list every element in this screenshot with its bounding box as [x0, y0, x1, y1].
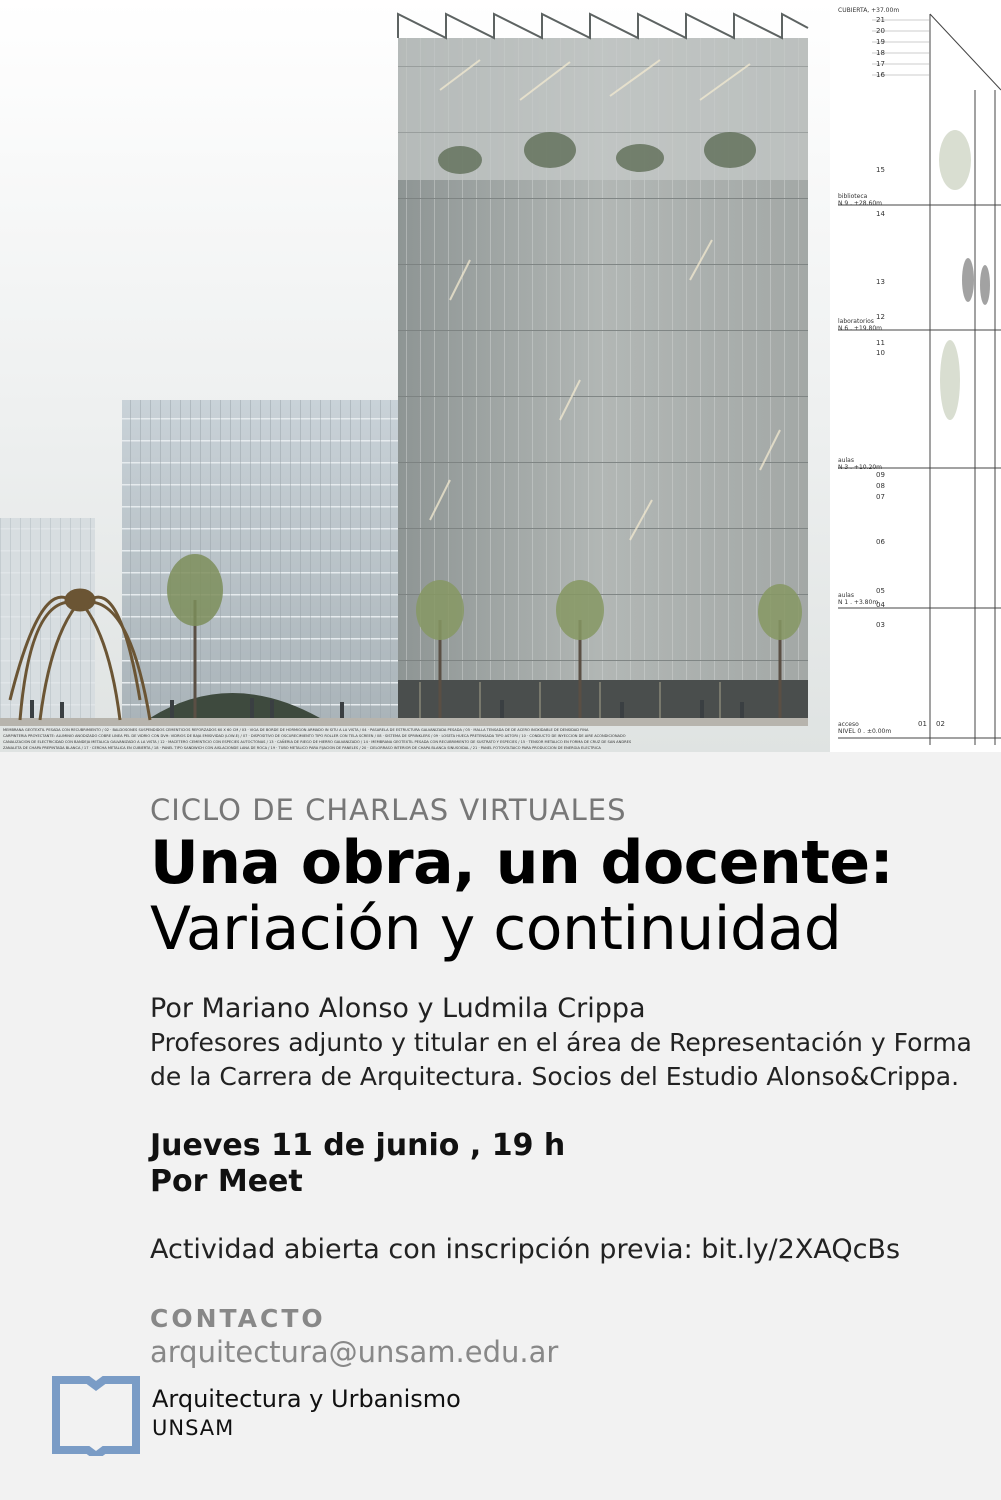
description-line: de la Carrera de Arquitectura. Socios del Estudio Alonso&Crippa. [150, 1062, 960, 1091]
description-line: Profesores adjunto y titular en el área de Representación y Forma [150, 1028, 972, 1057]
level-aulas: N 1 . +3.80m [838, 599, 879, 606]
level-number: 03 [876, 621, 885, 629]
series-label: CICLO DE CHARLAS VIRTUALES [150, 793, 627, 827]
level-number: 05 [876, 587, 885, 595]
level-number: 07 [876, 493, 885, 501]
level-number: 08 [876, 482, 885, 490]
caption-line: ZANALETA DE CHAPA PREPINTADA BLANCA / 17 · CERCHA METALICA EN CUBIERTA / 18 · PANEL TIPO SANDWICH CON AISLACIONDE LANA DE ROCA / 19 · TUBO METALICO PARA FIJACION DE PANELES / 20 · CIELORRASO INTERIOR DE CHAPA BLANCA SINUSOIDAL / 21 · PANEL FOTOVOLTAICO PARA PRODUCCION DE ENERGIA ELECTRICA [3, 746, 601, 750]
event-platform: Por Meet [150, 1164, 303, 1199]
caption-line: MEMBRANA GEOTEXTIL PESADA CON RECUBRIMIENTO / 02 · BALDOSONES SUSPENDIDOS CEMENTICIOS REFORZADOS 60 X 60 CM / 03 · VIGA DE BORDE DE HORMIGON ARMADO IN SITU A LA VISTA / 04 · PASARELA DE ESTRUCTURA GALVANIZADA PESADA / 05 · MALLA TENSADA DE DE ACERO INOXIDABLE DE DENSIDAD FINA [3, 728, 589, 732]
event-date: Jueves 11 de junio , 19 h [150, 1128, 566, 1163]
event-info [150, 790, 980, 1370]
caption-line: CANALIZACION DE ELECTRICIDAD CON BANDEJA METALICA GALVANIZADO A LA VISTA / 12 · MACETERO CEMENTICIO CON ESPECIES AUTOCTONAS / 13 · CAÑERIA DE RIEGO DE HIERRO GALVANIZADO / 14 · MEMBRANA GEOTEXTIL PESADA CON RECUBRIMIENTO DE SUSTRATO Y ESPECIES / 15 · TENSOR METALICO EN FORMA DE CRUZ DE SAN ANDRES [3, 740, 632, 744]
level-biblioteca: N 9 . +28.60m [838, 200, 882, 207]
level-number: 14 [876, 210, 885, 218]
level-laboratorios: N 6 . +19.80m [838, 325, 882, 332]
label-acceso: acceso [838, 721, 859, 728]
contact-label: CONTACTO [150, 1304, 326, 1333]
book-logo-icon [52, 1376, 140, 1456]
title-line-1: Una obra, un docente: [150, 828, 894, 898]
level-number: 09 [876, 471, 885, 479]
org-name: Arquitectura y Urbanismo [152, 1385, 461, 1413]
caption-line: CARPINTERIA PROYECTANTE: ALUMINIO ANODIZADO COBRE LINEA PEL DE VIDRIO CON DVH: VIDRIOS DE BAJA EMISIVIDAD (LOW-E) / 07 · DISPOSITIVO DE OSCURECIMIENTO TIPO ROLLER CON TELA SCREEN / 08 · SISTEMA DE SPRINKLERS / 09 · LOSETA HUECA PRETENSADA TIPO ASTORI / 10 · CONDUCTO DE INYECCION DE AIRE ACONDICIONADO [3, 734, 626, 738]
label-laboratorios: laboratorios [838, 318, 874, 325]
level-number: 13 [876, 278, 885, 286]
label-biblioteca: biblioteca [838, 193, 868, 200]
label-aulas: aulas [838, 592, 854, 599]
level-number: 01 [918, 720, 927, 728]
drawing-caption [3, 727, 803, 751]
level-number: 12 [876, 313, 885, 321]
contact-email[interactable]: arquitectura@unsam.edu.ar [150, 1335, 559, 1369]
level-number: 06 [876, 538, 885, 546]
organization [152, 1384, 461, 1442]
level-number: 16 [876, 71, 885, 79]
level-aulas: N 3 . +10.20m [838, 464, 882, 471]
title-line-2: Variación y continuidad [150, 894, 842, 964]
org-sub: UNSAM [152, 1416, 235, 1440]
level-acceso: NIVEL 0 . ±0.00m [838, 728, 892, 735]
level-number: 18 [876, 49, 885, 57]
label-aulas: aulas [838, 457, 854, 464]
level-number: 19 [876, 38, 885, 46]
level-number: 10 [876, 349, 885, 357]
author: Por Mariano Alonso y Ludmila Crippa [150, 993, 646, 1024]
level-number: 17 [876, 60, 885, 68]
level-number: 21 [876, 16, 885, 24]
signup-text[interactable]: Actividad abierta con inscripción previa: bit.ly/2XAQcBs [150, 1234, 901, 1265]
level-number: 02 [936, 720, 945, 728]
level-number: 11 [876, 339, 885, 347]
level-number: 04 [876, 601, 885, 609]
level-number: 20 [876, 27, 885, 35]
label-cubierta: CUBIERTA, +37.00m [838, 7, 900, 14]
level-number: 15 [876, 166, 885, 174]
